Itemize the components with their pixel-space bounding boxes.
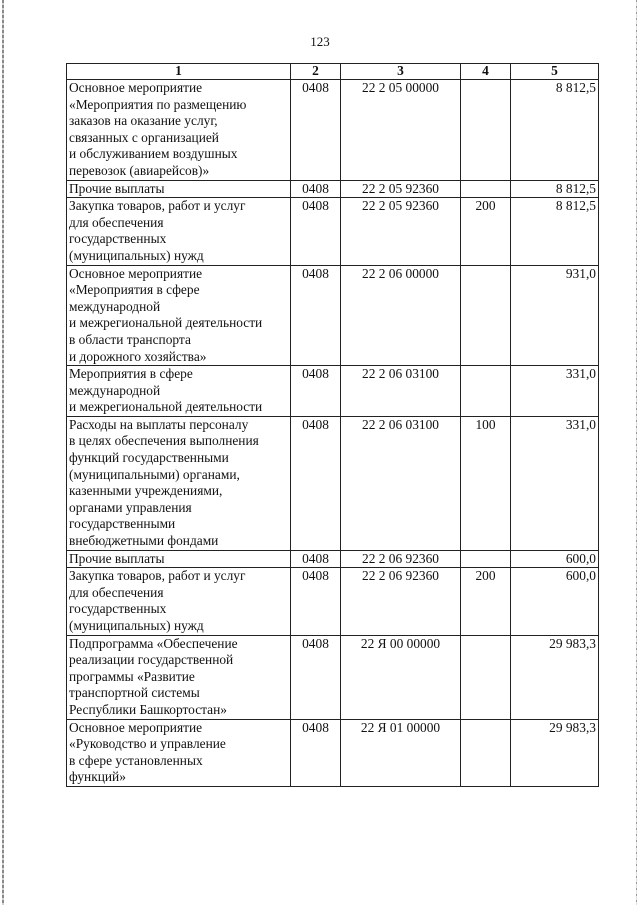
scan-edge-right [636, 0, 637, 905]
table-row [67, 416, 599, 550]
row-expense-type [461, 366, 511, 417]
row-section-code: 0408 [291, 366, 341, 417]
table-body [67, 80, 599, 787]
page-number: 123 [310, 34, 330, 49]
row-expense-type: 100 [461, 416, 511, 550]
header-col-1: 1 [67, 64, 291, 80]
budget-table [66, 63, 599, 787]
row-target-code: 22 2 06 92360 [341, 550, 461, 568]
row-amount: 8 812,5 [511, 80, 599, 181]
header-col-4: 4 [461, 64, 511, 80]
table-row [67, 366, 599, 417]
row-expense-type [461, 550, 511, 568]
row-amount: 600,0 [511, 568, 599, 635]
table-row [67, 719, 599, 786]
row-amount: 331,0 [511, 366, 599, 417]
row-expense-type [461, 265, 511, 366]
row-section-code: 0408 [291, 265, 341, 366]
row-amount: 8 812,5 [511, 198, 599, 265]
row-target-code: 22 2 05 00000 [341, 80, 461, 181]
row-amount: 331,0 [511, 416, 599, 550]
row-section-code: 0408 [291, 80, 341, 181]
row-expense-type [461, 635, 511, 719]
row-name-cell: Закупка товаров, работ и услуг для обеспечения государственных (муниципальных) нужд [67, 568, 291, 635]
header-col-3: 3 [341, 64, 461, 80]
table-row [67, 180, 599, 198]
row-target-code: 22 2 06 03100 [341, 366, 461, 417]
row-name-cell: Основное мероприятие «Мероприятия в сфере международной и межрегиональной деятельности в области транспорта и дорожного хозяйства» [67, 265, 291, 366]
row-target-code: 22 Я 01 00000 [341, 719, 461, 786]
row-amount: 600,0 [511, 550, 599, 568]
row-section-code: 0408 [291, 550, 341, 568]
row-amount: 29 983,3 [511, 719, 599, 786]
row-expense-type [461, 719, 511, 786]
table-row [67, 198, 599, 265]
scan-edge-left [2, 0, 4, 905]
row-amount: 931,0 [511, 265, 599, 366]
table-row [67, 265, 599, 366]
row-target-code: 22 2 06 00000 [341, 265, 461, 366]
row-expense-type [461, 180, 511, 198]
row-expense-type: 200 [461, 568, 511, 635]
table-row [67, 80, 599, 181]
row-section-code: 0408 [291, 719, 341, 786]
header-col-5: 5 [511, 64, 599, 80]
row-target-code: 22 Я 00 00000 [341, 635, 461, 719]
row-name-cell: Основное мероприятие «Мероприятия по размещению заказов на оказание услуг, связанных с организацией и обслуживанием воздушных перевозок (авиарейсов)» [67, 80, 291, 181]
row-target-code: 22 2 05 92360 [341, 198, 461, 265]
row-section-code: 0408 [291, 568, 341, 635]
row-name-cell: Прочие выплаты [67, 180, 291, 198]
row-section-code: 0408 [291, 198, 341, 265]
row-target-code: 22 2 06 92360 [341, 568, 461, 635]
row-section-code: 0408 [291, 180, 341, 198]
header-row [67, 64, 599, 80]
row-amount: 29 983,3 [511, 635, 599, 719]
table-row [67, 568, 599, 635]
row-name-cell: Подпрограмма «Обеспечение реализации государственной программы «Развитие транспортной системы Республики Башкортостан» [67, 635, 291, 719]
row-name-cell: Прочие выплаты [67, 550, 291, 568]
row-name-cell: Закупка товаров, работ и услуг для обеспечения государственных (муниципальных) нужд [67, 198, 291, 265]
row-section-code: 0408 [291, 635, 341, 719]
table-row [67, 550, 599, 568]
table-row [67, 635, 599, 719]
row-name-cell: Мероприятия в сфере международной и межрегиональной деятельности [67, 366, 291, 417]
row-expense-type [461, 80, 511, 181]
row-expense-type: 200 [461, 198, 511, 265]
row-name-cell: Расходы на выплаты персоналу в целях обеспечения выполнения функций государственными (муниципальными) органами, казенными учреждениями, органами управления государственными внебюджетными фондами [67, 416, 291, 550]
row-target-code: 22 2 06 03100 [341, 416, 461, 550]
row-target-code: 22 2 05 92360 [341, 180, 461, 198]
row-section-code: 0408 [291, 416, 341, 550]
row-amount: 8 812,5 [511, 180, 599, 198]
header-col-2: 2 [291, 64, 341, 80]
row-name-cell: Основное мероприятие «Руководство и управление в сфере установленных функций» [67, 719, 291, 786]
